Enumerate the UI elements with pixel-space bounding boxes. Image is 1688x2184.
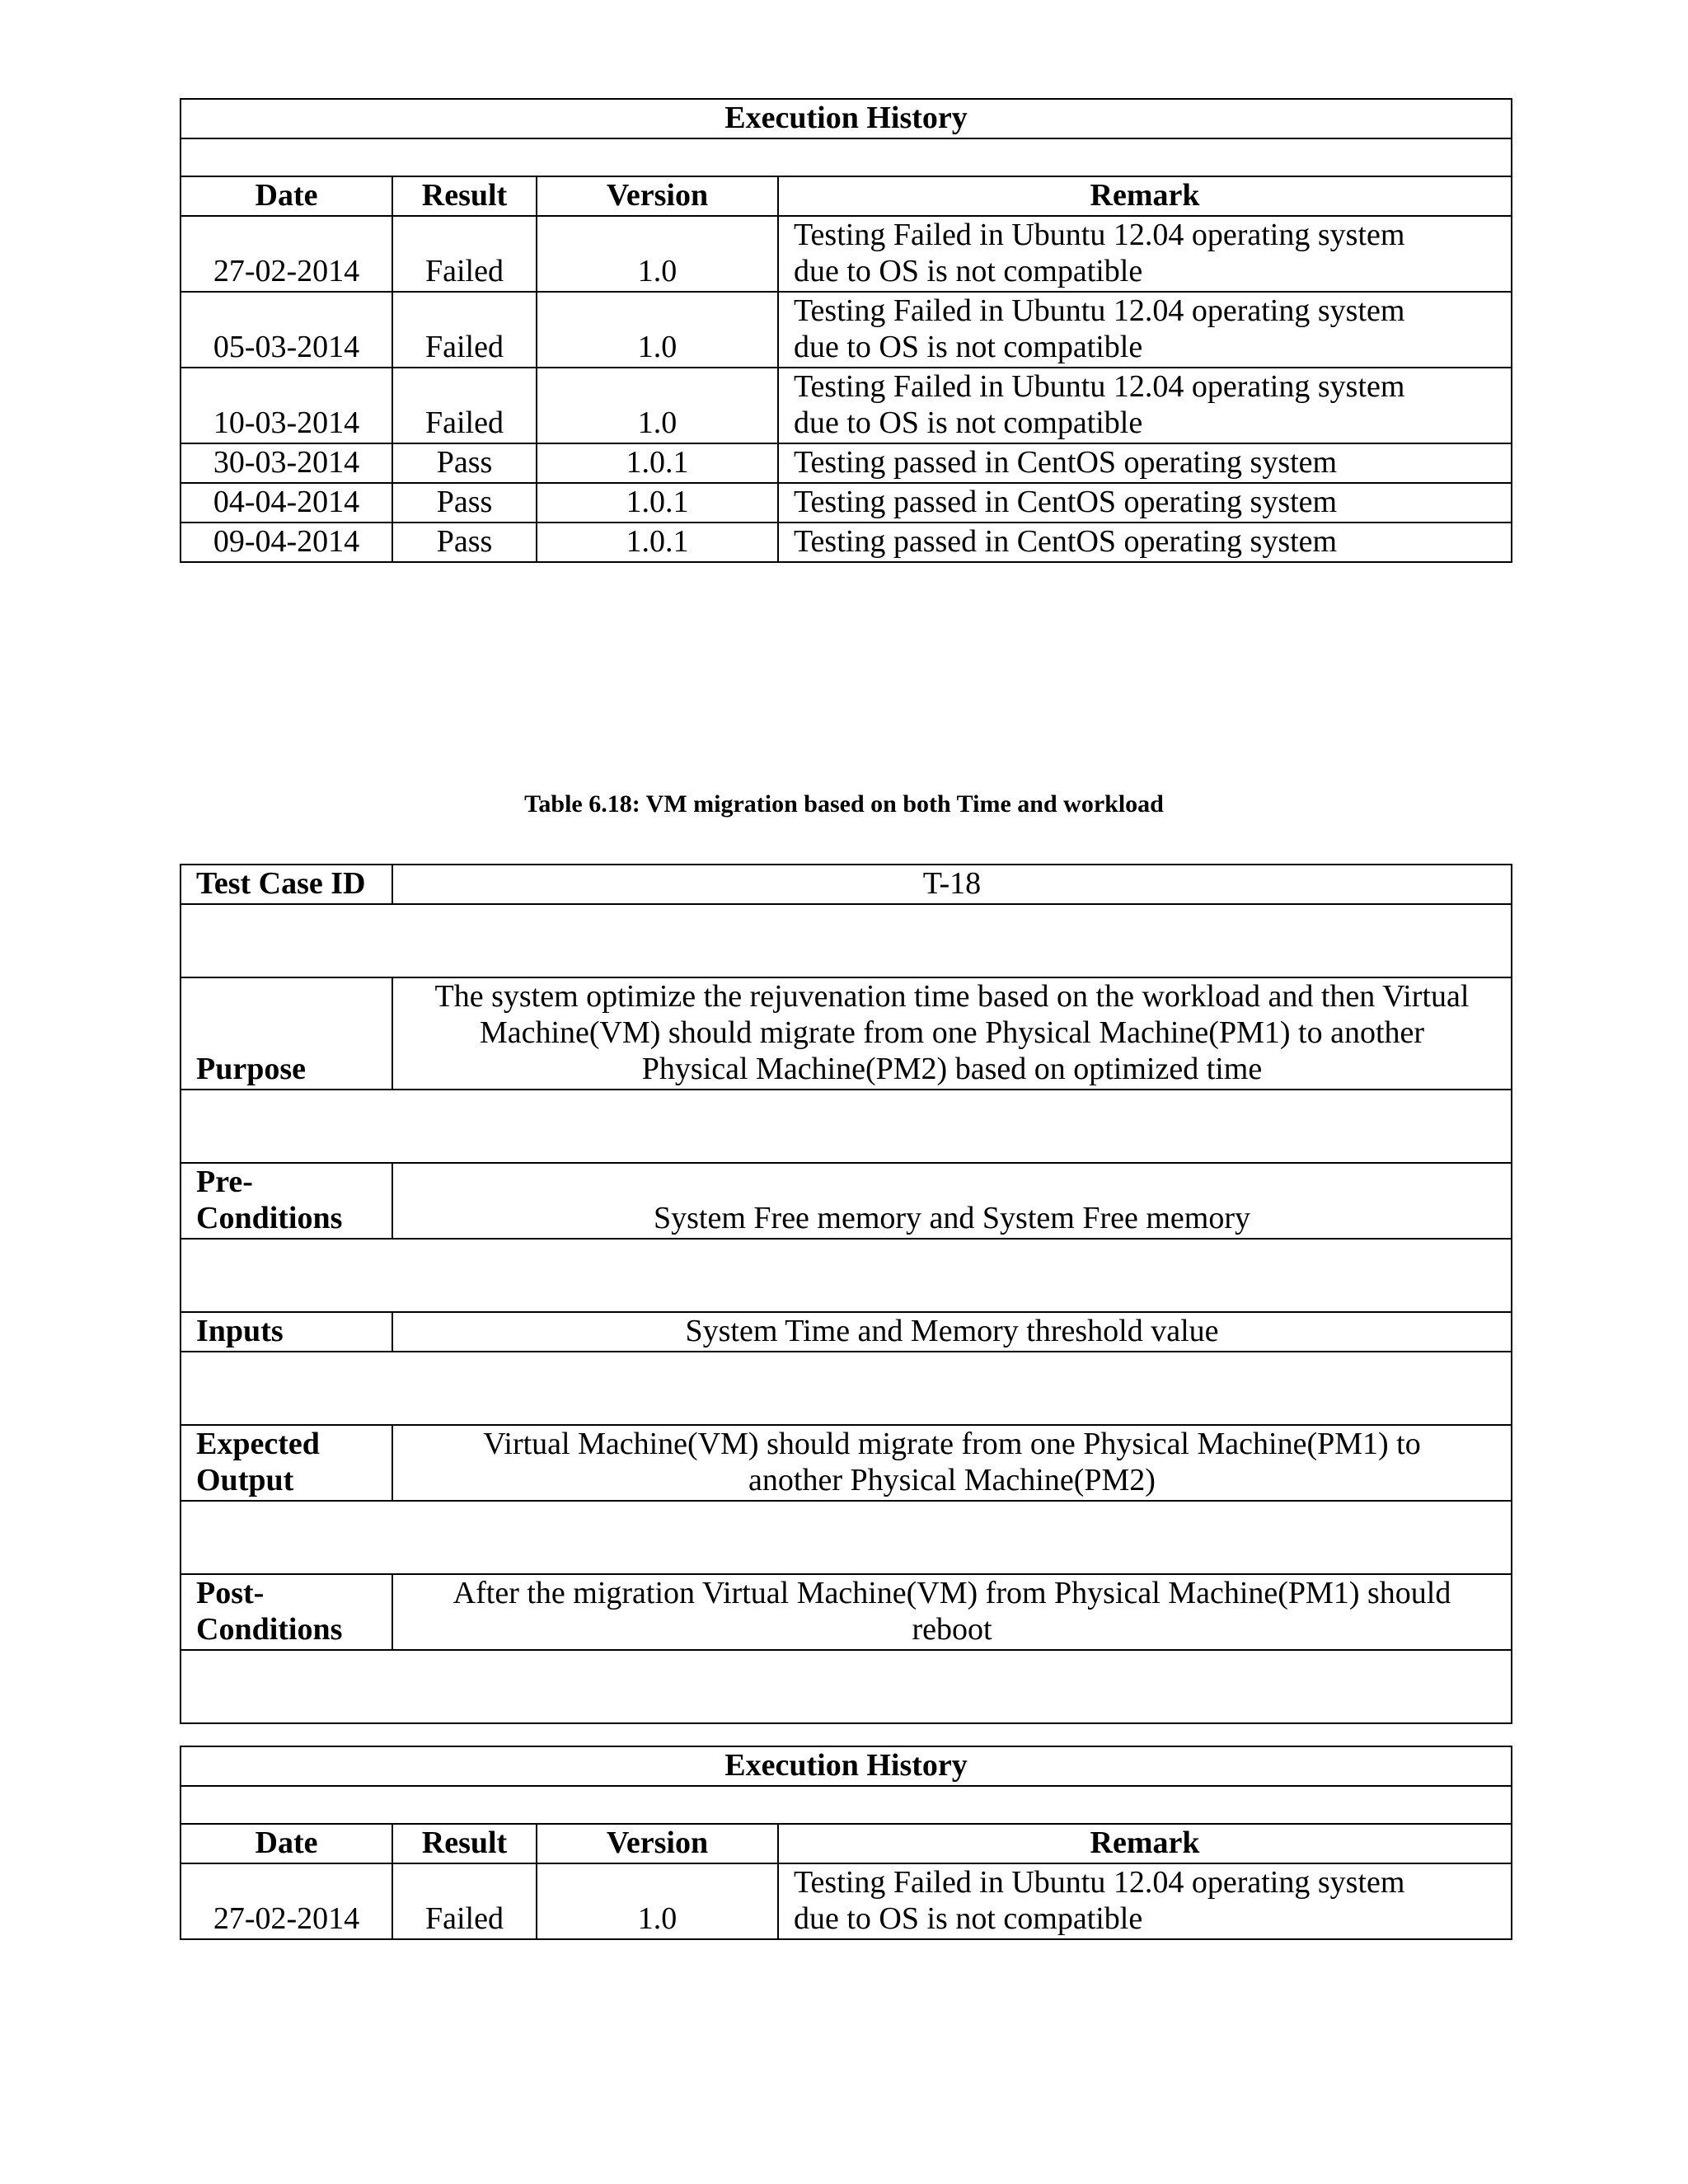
cell-remark — [778, 216, 1512, 292]
cell-date: 05-03-2014 — [181, 292, 392, 368]
execution-history-title: Execution History — [181, 1746, 1512, 1786]
post-conditions-line: After the migration Virtual Machine(VM) from Physical Machine(PM1) should — [452, 1576, 1451, 1610]
pre-conditions-value: System Free memory and System Free memory — [392, 1163, 1512, 1239]
cell-result: Failed — [392, 216, 537, 292]
cell-result: Pass — [392, 443, 537, 483]
pre-conditions-label-line: Conditions — [196, 1201, 343, 1235]
cell-version: 1.0 — [537, 368, 778, 443]
purpose-line: Physical Machine(PM2) based on optimized time — [641, 1052, 1263, 1086]
remark-line: due to OS is not compatible — [794, 1901, 1143, 1936]
cell-remark: Testing passed in CentOS operating system — [778, 483, 1512, 523]
test-case-table — [180, 864, 1512, 1724]
cell-remark — [778, 368, 1512, 443]
cell-result: Pass — [392, 523, 537, 562]
cell-version: 1.0 — [537, 216, 778, 292]
header-version: Version — [537, 176, 778, 216]
remark-line: Testing Failed in Ubuntu 12.04 operating system — [794, 1865, 1405, 1900]
cell-version: 1.0 — [537, 292, 778, 368]
table-row — [181, 1863, 1512, 1939]
header-remark: Remark — [778, 1824, 1512, 1863]
inputs-value: System Time and Memory threshold value — [392, 1312, 1512, 1352]
cell-version: 1.0 — [537, 1863, 778, 1939]
remark-line: due to OS is not compatible — [794, 330, 1143, 364]
purpose-line: The system optimize the rejuvenation time based on the workload and then Virtual — [434, 979, 1470, 1014]
purpose-value — [392, 977, 1512, 1090]
remark-line: due to OS is not compatible — [794, 254, 1143, 288]
cell-version: 1.0.1 — [537, 443, 778, 483]
remark-line: Testing Failed in Ubuntu 12.04 operating system — [794, 293, 1405, 328]
execution-history-title: Execution History — [181, 99, 1512, 138]
remark-line: Testing Failed in Ubuntu 12.04 operating system — [794, 218, 1405, 252]
cell-date: 30-03-2014 — [181, 443, 392, 483]
cell-remark: Testing passed in CentOS operating system — [778, 523, 1512, 562]
cell-result: Failed — [392, 292, 537, 368]
header-date: Date — [181, 1824, 392, 1863]
header-version: Version — [537, 1824, 778, 1863]
table-row — [181, 216, 1512, 292]
cell-date: 04-04-2014 — [181, 483, 392, 523]
test-case-id-label: Test Case ID — [181, 865, 392, 904]
post-conditions-label-line: Conditions — [196, 1612, 343, 1647]
purpose-line: Machine(VM) should migrate from one Physical Machine(PM1) to another — [479, 1015, 1425, 1050]
expected-output-value — [392, 1425, 1512, 1501]
spacer-row — [181, 1352, 1512, 1425]
cell-result: Pass — [392, 483, 537, 523]
table-row — [181, 292, 1512, 368]
post-conditions-label-line: Post- — [196, 1576, 265, 1610]
table-caption: Table 6.18: VM migration based on both Time and workload — [524, 790, 1164, 818]
test-case-id-value: T-18 — [392, 865, 1512, 904]
expected-output-label-line: Expected — [196, 1427, 320, 1461]
execution-history-table-bottom — [180, 1746, 1512, 1940]
cell-remark — [778, 1863, 1512, 1939]
pre-conditions-label-line: Pre- — [196, 1165, 253, 1199]
purpose-label: Purpose — [181, 977, 392, 1090]
expected-output-line: another Physical Machine(PM2) — [748, 1463, 1156, 1497]
spacer-row — [181, 1786, 1512, 1824]
post-conditions-label — [181, 1574, 392, 1650]
header-result: Result — [392, 1824, 537, 1863]
cell-remark — [778, 292, 1512, 368]
cell-date: 27-02-2014 — [181, 216, 392, 292]
cell-version: 1.0.1 — [537, 523, 778, 562]
cell-date: 09-04-2014 — [181, 523, 392, 562]
spacer-row — [181, 1501, 1512, 1574]
table-row — [181, 523, 1512, 562]
table-row — [181, 483, 1512, 523]
expected-output-label — [181, 1425, 392, 1501]
header-result: Result — [392, 176, 537, 216]
pre-conditions-label — [181, 1163, 392, 1239]
spacer-row — [181, 1239, 1512, 1312]
spacer-row — [181, 904, 1512, 977]
expected-output-line: Virtual Machine(VM) should migrate from one Physical Machine(PM1) to — [483, 1427, 1421, 1461]
cell-date: 10-03-2014 — [181, 368, 392, 443]
post-conditions-value — [392, 1574, 1512, 1650]
execution-history-table-top — [180, 98, 1512, 563]
remark-line: due to OS is not compatible — [794, 405, 1143, 440]
spacer-row — [181, 138, 1512, 176]
header-date: Date — [181, 176, 392, 216]
spacer-row — [181, 1650, 1512, 1723]
header-remark: Remark — [778, 176, 1512, 216]
table-row — [181, 368, 1512, 443]
cell-version: 1.0.1 — [537, 483, 778, 523]
cell-remark: Testing passed in CentOS operating system — [778, 443, 1512, 483]
remark-line: Testing Failed in Ubuntu 12.04 operating system — [794, 369, 1405, 404]
expected-output-label-line: Output — [196, 1463, 294, 1497]
cell-result: Failed — [392, 1863, 537, 1939]
spacer-row — [181, 1090, 1512, 1163]
cell-result: Failed — [392, 368, 537, 443]
cell-date: 27-02-2014 — [181, 1863, 392, 1939]
inputs-label: Inputs — [181, 1312, 392, 1352]
table-row — [181, 443, 1512, 483]
post-conditions-line: reboot — [912, 1612, 992, 1647]
